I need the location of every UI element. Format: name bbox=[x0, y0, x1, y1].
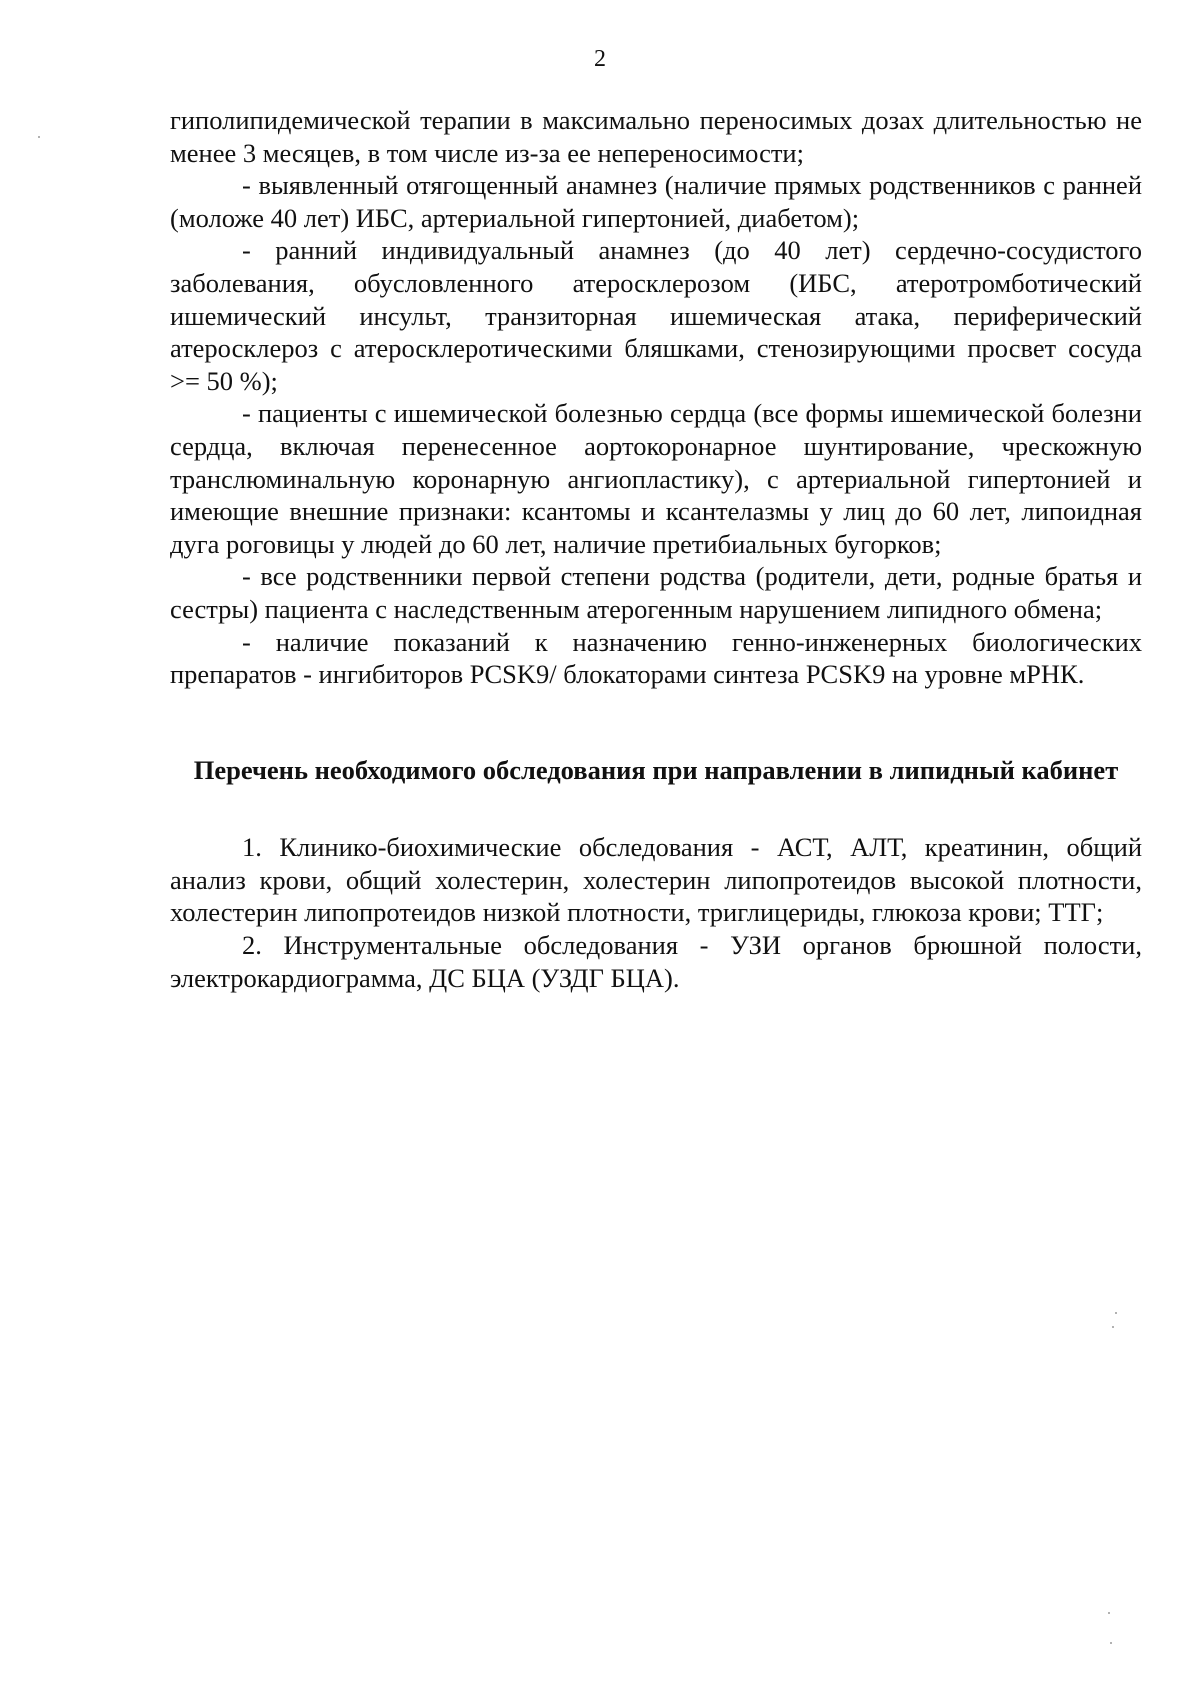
list-item-pcsk9-indications: - наличие показаний к назначению генно-инженерных биологических препаратов - ингибиторов PCSK9/ блокаторами синтеза PCSK9 на уровне мРНК. bbox=[170, 626, 1142, 690]
exam-item-instrumental: 2. Инструментальные обследования - УЗИ органов брюшной полости, электрокардиограмма, ДС БЦА (УЗДГ БЦА). bbox=[170, 930, 1142, 993]
document-body bbox=[170, 104, 1142, 994]
page-number: 2 bbox=[594, 46, 606, 72]
scan-speck bbox=[1110, 1642, 1112, 1644]
paragraph-continuation: гиполипидемической терапии в максимально переносимых дозах длительностью не менее 3 месяцев, в том числе из-за ее непереносимости; bbox=[170, 105, 1142, 168]
exam-item-clinical-biochemical: 1. Клинико-биохимические обследования - АСТ, АЛТ, креатинин, общий анализ крови, общий холестерин, холестерин липопротеидов высокой плотности, холестерин липопротеидов низкой плотности, триглицериды, глюкоза крови; ТТГ; bbox=[170, 832, 1142, 928]
list-item-first-degree-relatives: - все родственники первой степени родства (родители, дети, родные братья и сестры) пациента с наследственным атерогенным нарушением липидного обмена; bbox=[170, 561, 1142, 624]
scan-speck bbox=[38, 136, 40, 138]
list-item-early-history: - ранний индивидуальный анамнез (до 40 лет) сердечно-сосудистого заболевания, обусловленного атеросклерозом (ИБС, атеротромботический ишемический инсульт, транзиторная ишемическая атака, периферический атеросклероз с атеросклеротическими бляшками, стенозирующими просвет сосуда >= 50 %); bbox=[170, 235, 1142, 396]
section-title: Перечень необходимого обследования при направлении в липидный кабинет bbox=[193, 754, 1119, 785]
list-item-ischemic-patients: - пациенты с ишемической болезнью сердца (все формы ишемической болезни сердца, включая перенесенное аортокоронарное шунтирование, чрескожную транслюминальную коронарную ангиопластику), с артериальной гипертонией и имеющие внешние признаки: ксантомы и ксантелазмы у лиц до 60 лет, липоидная дуга роговицы у людей до 60 лет, наличие претибиальных бугорков; bbox=[170, 398, 1142, 559]
scan-speck bbox=[1112, 1326, 1114, 1328]
scan-speck bbox=[1108, 1612, 1110, 1614]
scan-speck bbox=[1115, 1312, 1117, 1314]
list-item-family-history: - выявленный отягощенный анамнез (наличие прямых родственников с ранней (моложе 40 лет) ИБС, артериальной гипертонией, диабетом); bbox=[170, 170, 1142, 233]
